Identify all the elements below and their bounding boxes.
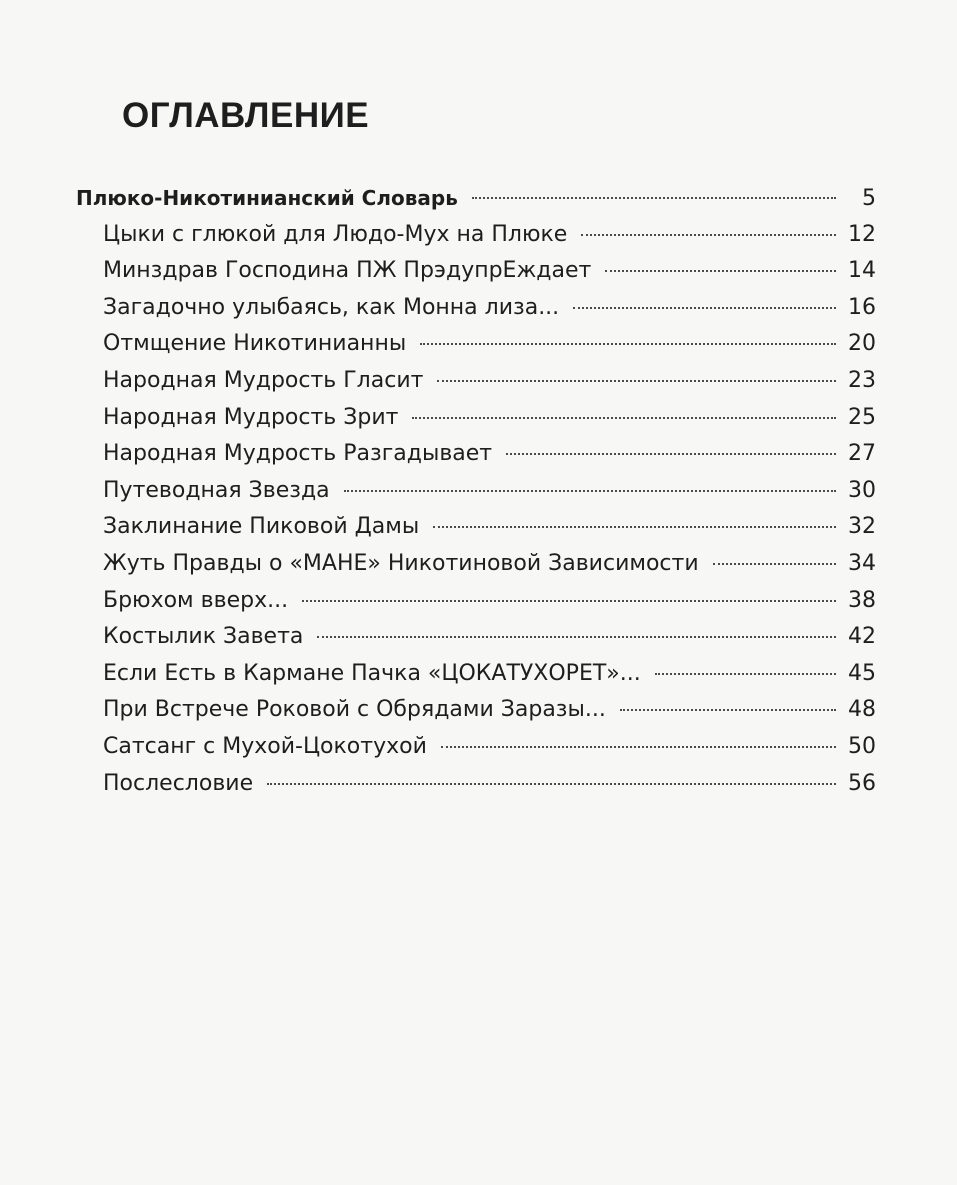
toc-entry-page-number: 38 [848, 587, 876, 613]
toc-entry [103, 583, 876, 619]
toc-entry-page-number: 16 [848, 294, 876, 320]
toc-entry-title: Загадочно улыбаясь, как Монна лиза... [103, 294, 560, 320]
dot-leader [412, 417, 836, 419]
dot-leader [433, 526, 836, 528]
dot-leader [713, 563, 836, 565]
toc-entry [103, 363, 876, 399]
toc-entry [103, 253, 876, 289]
dot-leader [344, 490, 836, 492]
toc-entry [103, 217, 876, 253]
toc-entry-title: Путеводная Звезда [103, 477, 330, 503]
toc-entry [103, 290, 876, 326]
toc-entry-page-number: 5 [862, 186, 876, 211]
toc-entry [103, 619, 876, 655]
toc-entry-title: Минздрав Господина ПЖ ПрэдупрЕждает [103, 258, 592, 284]
toc-entry-title: Народная Мудрость Разгадывает [103, 441, 493, 467]
toc-entry [103, 436, 876, 472]
toc-entry-page-number: 25 [848, 404, 876, 430]
toc-entry-title: Жуть Правды о «МАНЕ» Никотиновой Зависимости [103, 551, 699, 576]
toc-entry [103, 509, 876, 545]
toc-entry-title: Цыки с глюкой для Людо-Мух на Плюке [103, 221, 568, 247]
toc-entry-title: Брюхом вверх... [103, 587, 289, 613]
dot-leader [437, 380, 836, 382]
toc-entry-page-number: 48 [848, 697, 876, 723]
toc-entry [103, 546, 876, 582]
toc-entry [76, 180, 876, 216]
toc-entry-title: Народная Мудрость Зрит [103, 404, 399, 430]
dot-leader [317, 636, 836, 638]
dot-leader [472, 197, 836, 199]
toc-entry-title: Сатсанг с Мухой-Цокотухой [103, 734, 427, 759]
toc-entry-title: При Встрече Роковой с Обрядами Заразы... [103, 697, 606, 723]
toc-entry-title: Заклинание Пиковой Дамы [103, 514, 420, 540]
toc-entry [103, 326, 876, 362]
dot-leader [420, 343, 836, 345]
toc-entry-page-number: 14 [848, 258, 876, 284]
toc-entry-page-number: 56 [848, 770, 876, 796]
dot-leader [620, 709, 836, 711]
dot-leader [302, 600, 836, 602]
toc-entry-title: Народная Мудрость Гласит [103, 368, 424, 393]
toc-entry [103, 400, 876, 436]
dot-leader [441, 746, 836, 748]
dot-leader [581, 234, 836, 236]
toc-entry-title: Плюко-Никотинианский Словарь [76, 186, 458, 210]
toc-entry-title: Если Есть в Кармане Пачка «ЦОКАТУХОРЕТ»... [103, 660, 641, 686]
toc-entry-title: Костылик Завета [103, 624, 304, 650]
toc-entry [103, 692, 876, 728]
toc-entry-page-number: 45 [848, 660, 876, 686]
toc-entry-page-number: 27 [848, 441, 876, 467]
toc-entry-page-number: 50 [848, 734, 876, 759]
toc-entry [103, 729, 876, 765]
dot-leader [655, 673, 836, 675]
dot-leader [605, 270, 836, 272]
toc-entry-page-number: 30 [848, 477, 876, 503]
toc-entry-page-number: 34 [848, 551, 876, 576]
toc-entry [103, 656, 876, 692]
dot-leader [267, 783, 836, 785]
toc-entry-page-number: 20 [848, 331, 876, 357]
toc-entry-page-number: 42 [848, 624, 876, 650]
toc-entry-page-number: 32 [848, 514, 876, 540]
dot-leader [506, 453, 836, 455]
toc-entry-title: Послесловие [103, 770, 254, 796]
toc-entry-title: Отмщение Никотинианны [103, 331, 407, 357]
page-title: ОГЛАВЛЕНИЕ [122, 96, 370, 135]
toc-entry [103, 473, 876, 509]
toc-entry-page-number: 12 [848, 221, 876, 247]
toc-entry [103, 766, 876, 802]
dot-leader [573, 307, 836, 309]
toc-entry-page-number: 23 [848, 368, 876, 393]
